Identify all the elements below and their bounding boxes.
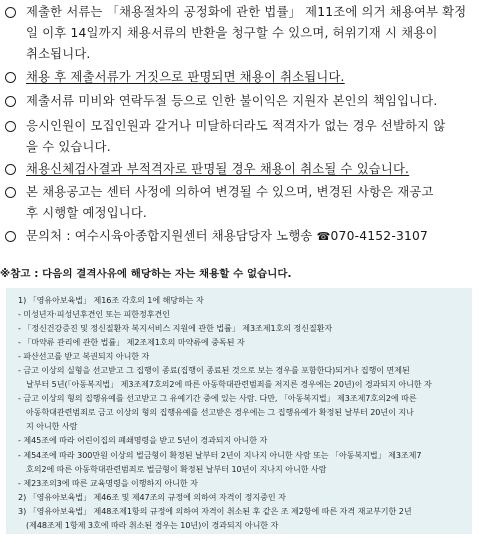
disqualification-line: - 「마약류 관리에 관한 법률」 제2조제1호의 마약류에 중독된 자 bbox=[18, 338, 245, 348]
disqualification-line: - 금고 이상의 형의 집행유예를 선고받고 그 유예기간 중에 있는 사람. 다만, 「아동복지법」 제3조제7호의2에 따른 bbox=[18, 394, 417, 404]
disqualification-line: - 미성년자·피성년후견인 또는 피한정후견인 bbox=[18, 310, 170, 320]
circle-bullet-icon bbox=[5, 121, 16, 132]
phone-icon: ☎ bbox=[316, 230, 331, 243]
notice-text: 제출서류 미비와 연락두절 등으로 인한 불이익은 지원자 본인의 책임입니다. bbox=[26, 94, 438, 108]
disqualification-line: - 제54조에 따라 300만원 이상의 벌금형이 확정된 날부터 2년이 지나지 아니한 사람 또는 「아동복지법」 제3조제7 bbox=[18, 450, 422, 460]
circle-bullet-icon bbox=[5, 187, 16, 198]
circle-bullet-icon bbox=[5, 96, 16, 107]
disqualification-line: 날부터 5년(「아동복지법」 제3조제7호의2에 따른 아동학대관련범죄를 저지른 경우에는 20년)이 경과되지 아니한 자 bbox=[26, 380, 432, 390]
contact-text bbox=[26, 226, 470, 247]
circle-bullet-icon bbox=[5, 72, 16, 83]
disqualification-line: (제48조제 1항제 3호에 따라 취소된 경우는 10년)이 경과되지 아니한 자 bbox=[26, 520, 279, 530]
circle-bullet-icon bbox=[5, 7, 16, 18]
contact-label: 문의처 : 여수시육아종합지원센터 채용담당자 노행송 bbox=[26, 229, 317, 243]
disqualification-line: - 「정신건강증진 및 정신질환자 복지서비스 지원에 관한 법률」 제3조제1호의 정신질환자 bbox=[18, 324, 333, 334]
contact-phone[interactable]: 070-4152-3107 bbox=[330, 229, 429, 243]
disqualification-line: 2) 「영유아보육법」 제46조 및 제47조의 규정에 의하여 자격이 정지중인 자 bbox=[18, 492, 286, 502]
disqualification-line: - 제23조의3에 따른 교육명령을 이행하지 아니한 자 bbox=[18, 478, 198, 488]
circle-bullet-icon bbox=[5, 231, 16, 242]
disqualification-line: 1) 「영유아보육법」 제16조 각호의 1에 해당하는 자 bbox=[18, 296, 204, 305]
disqualification-line: - 파산선고를 받고 복권되지 아니한 자 bbox=[18, 352, 150, 362]
notice-text: 채용 후 제출서류가 거짓으로 판명되면 채용이 취소됩니다. bbox=[26, 70, 345, 84]
notice-text: 본 채용공고는 센터 사정에 의하여 변경될 수 있으며, 변경된 사항은 재공고 후 시행할 예정입니다. bbox=[26, 185, 434, 220]
circle-bullet-icon bbox=[5, 164, 16, 175]
notice-text: 응시인원이 모집인원과 같거나 미달하더라도 적격자가 없는 경우 선발하지 않 을 수 있습니다. bbox=[26, 119, 446, 154]
disqualification-box bbox=[6, 288, 472, 534]
disqualification-line: 호의2에 따른 아동학대관련범죄로 벌금형이 확정된 날부터 10년이 지나지 아니한 사람 bbox=[26, 464, 327, 474]
notice-text: 제출한 서류는 「채용절차의 공정화에 관한 법률」 제11조에 의거 채용여부 확정 일 이후 14일까지 채용서류의 반환을 청구할 수 있으며, 허위기재 시 채용이 취소됩니다. bbox=[26, 5, 467, 61]
disqualification-line: 지 아니한 사람 bbox=[26, 422, 78, 432]
disqualification-line: - 금고 이상의 실형을 선고받고 그 집행이 종료(집행이 종료된 것으로 보는 경우를 포함한다)되거나 집행이 면제된 bbox=[18, 366, 410, 376]
disqualification-line: - 제45조에 따라 어린이집의 폐쇄명령을 받고 5년이 경과되지 아니한 자 bbox=[18, 436, 268, 446]
disqualification-line: 3) 「영유아보육법」 제48조제1항의 규정에 의하여 자격이 취소된 후 같은 조 제2항에 따른 자격 재교부기한 2년 bbox=[18, 506, 412, 516]
disqualification-list bbox=[18, 294, 464, 533]
reference-title: ※참고 : 다음의 결격사유에 해당하는 자는 채용할 수 없습니다. bbox=[0, 268, 292, 280]
disqualification-line: 아동학대관련범죄로 금고 이상의 형의 집행유예를 선고받은 경우에는 그 집행유예가 확정된 날부터 20년이 지나 bbox=[26, 408, 414, 418]
notice-text: 채용신체검사결과 부적격자로 판명될 경우 채용이 취소될 수 있습니다. bbox=[26, 162, 410, 176]
